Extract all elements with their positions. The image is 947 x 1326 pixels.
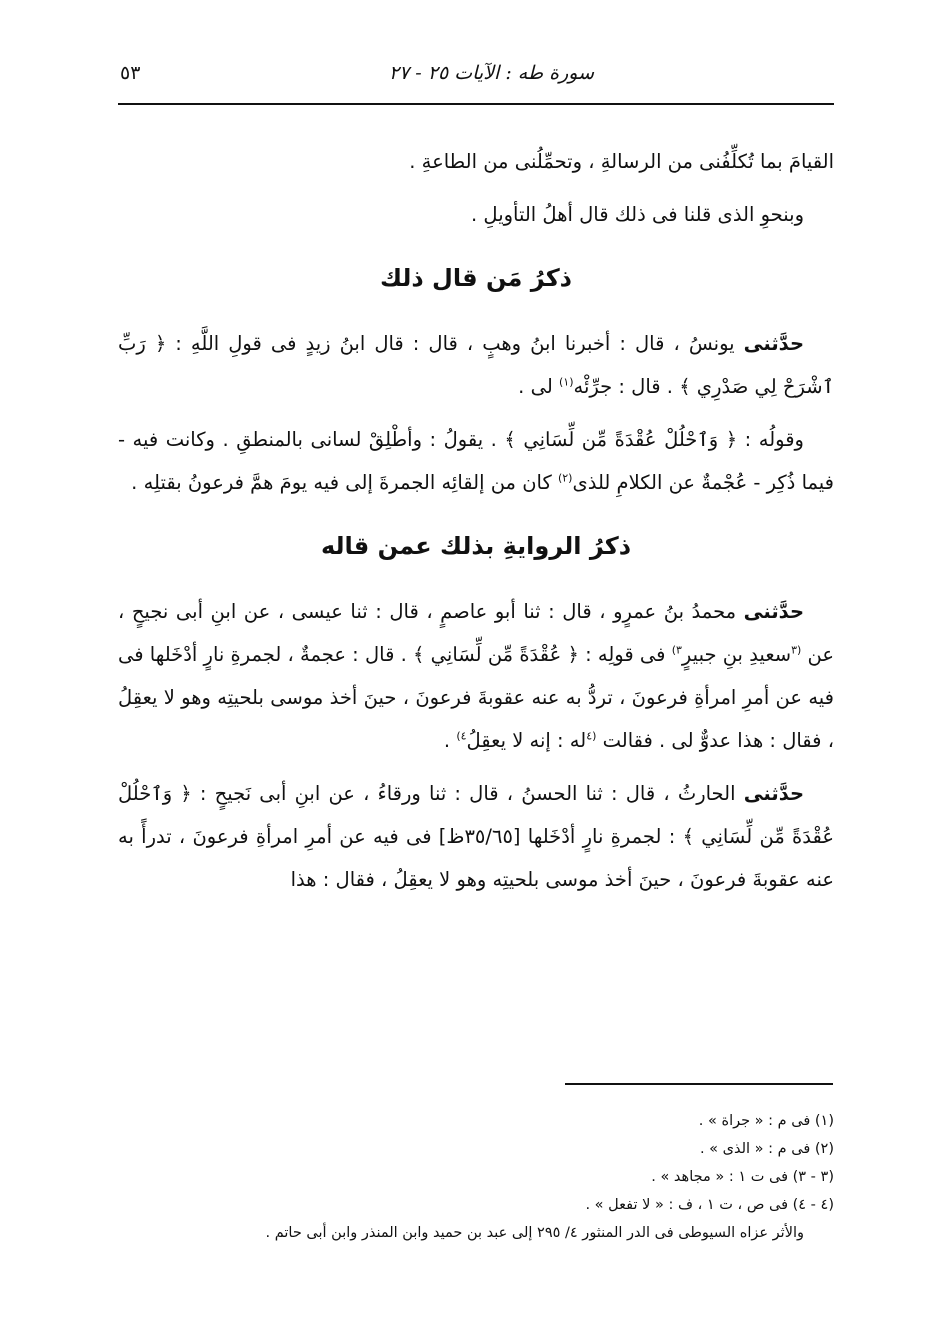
footnote-rule xyxy=(565,1083,833,1085)
narration-text: محمدُ بنُ عمرٍو ، قال : ثنا أبو عاصمٍ ، قال : ثنا عيسى ، عن ابنِ أبى نجيحٍ ، عن xyxy=(118,600,834,666)
footnote-ref: (٢) xyxy=(557,471,573,485)
narration-lead: حدَّثنى xyxy=(743,782,805,805)
footnote-ref: (٣ xyxy=(791,643,802,657)
footnote-2: (٢) فى م : « الذى » . xyxy=(699,1141,834,1157)
narration-text: له : إنه لا يعقِلُ xyxy=(466,729,587,752)
narration-text: . xyxy=(443,729,457,752)
quran-quote: ﴿ عُقْدَةً مِّن لِّسَانِي ﴾ xyxy=(413,643,579,666)
narration-text: . قال : عجمةٌ ، لجمرةِ نارٍ أدْخَلها فى فيه عن أمرِ امرأةِ فرعونَ ، تردُّ به عنه عقوبةَ فرعونَ ، حينَ أخذ موسى بلحيتِه وهو لا يعقِلُ ، فقال : هذا عدوٌّ لى . فقالت xyxy=(118,643,834,752)
footnote-ref: ٤) xyxy=(456,729,467,743)
page-number: ٥٣ xyxy=(120,62,141,84)
footnote-1: (١) فى م : « جراة » . xyxy=(698,1113,834,1129)
paragraph-1: القيامَ بما تُكلِّفُنى من الرسالةِ ، وتحمِّلُنى من الطاعةِ . xyxy=(409,150,834,173)
manuscript-folio-marker: [٣٥/٦٥ظ] xyxy=(438,825,521,848)
commentary-text: . يقولُ : وأطْلِقْ لسانى بالمنطقِ . وكانت فيه - فيما ذُكِر - عُجْمةٌ عن الكلامِ للذى xyxy=(118,428,834,494)
narration-text: الحارثُ ، قال : ثنا الحسنُ ، قال : ثنا ورقاءُ ، عن ابنِ أبى نَجيحٍ : xyxy=(191,782,744,805)
quran-quote: ﴿ رَبِّ ٱشْرَحْ لِي صَدْرِي ﴾ xyxy=(118,332,834,398)
narration-text: . قال : جرِّئْه xyxy=(573,375,680,398)
paragraph-3 xyxy=(118,322,834,408)
section-heading-2: ذكرُ الروايةِ بذلك عمن قاله xyxy=(320,532,632,560)
narration-text: فى قولِه : xyxy=(578,643,672,666)
paragraph-5 xyxy=(118,590,834,762)
narrator-name: سعيدِ بنِ جبيرٍ xyxy=(681,643,792,666)
paragraph-6 xyxy=(118,772,834,901)
footnote-ref: (١) xyxy=(558,375,574,389)
footnote-ref: (٤ xyxy=(586,729,597,743)
header-rule xyxy=(118,103,834,105)
paragraph-2: وبنحوِ الذى قلنا فى ذلك قال أهلُ التأويلِ . xyxy=(471,203,804,226)
quran-quote: ﴿ وَٱحْلُلْ عُقْدَةً مِّن لِّسَانِي ﴾ xyxy=(118,782,834,848)
narration-lead: حدَّثنى xyxy=(743,600,804,623)
narration-text: فى فيه عن أمرِ امرأةِ فرعونَ ، تدرأً به عنه عقوبةَ فرعونَ ، حينَ أخذ موسى بلحيتِه وهو لا يعقِلُ ، فقال : هذا xyxy=(118,825,834,891)
footnote-3: (٣ - ٣) فى ت ١ : « مجاهد » . xyxy=(651,1169,834,1185)
footnote-ref: ٣) xyxy=(671,643,682,657)
footnote-4-continuation: والأثر عزاه السيوطى فى الدر المنثور ٤/ ٢٩٥ إلى عبد بن حميد وابن المنذر وابن أبى حاتم . xyxy=(265,1225,804,1241)
commentary-text: كان من إلقائِه الجمرةَ إلى فيه يومَ همَّ فرعونُ بقتلِه . xyxy=(131,471,558,494)
narration-text: يونسُ ، قال : أخبرنا ابنُ وهبٍ ، قال : قال ابنُ زيدٍ فى قولِ اللَّهِ : xyxy=(166,332,744,355)
narration-lead: حدَّثنى xyxy=(743,332,804,355)
narration-text: لى . xyxy=(518,375,559,398)
quran-quote: ﴿ وَٱحْلُلْ عُقْدَةً مِّن لِّسَانِي ﴾ xyxy=(504,428,738,451)
surah-header-title: سورة طه : الآيات ٢٥ - ٢٧ xyxy=(388,62,594,84)
paragraph-4 xyxy=(118,418,834,504)
commentary-text: وقولُه : xyxy=(737,428,804,451)
narration-text: : لجمرةِ نارٍ أدْخَلها xyxy=(520,825,683,848)
running-header xyxy=(118,56,834,96)
section-heading-1: ذكرُ مَن قال ذلك xyxy=(380,264,572,292)
main-text xyxy=(118,140,834,911)
footnotes xyxy=(118,1107,834,1247)
footnote-4: (٤ - ٤) فى ص ، ت ١ ، ف : « لا تفعل » . xyxy=(585,1197,834,1213)
